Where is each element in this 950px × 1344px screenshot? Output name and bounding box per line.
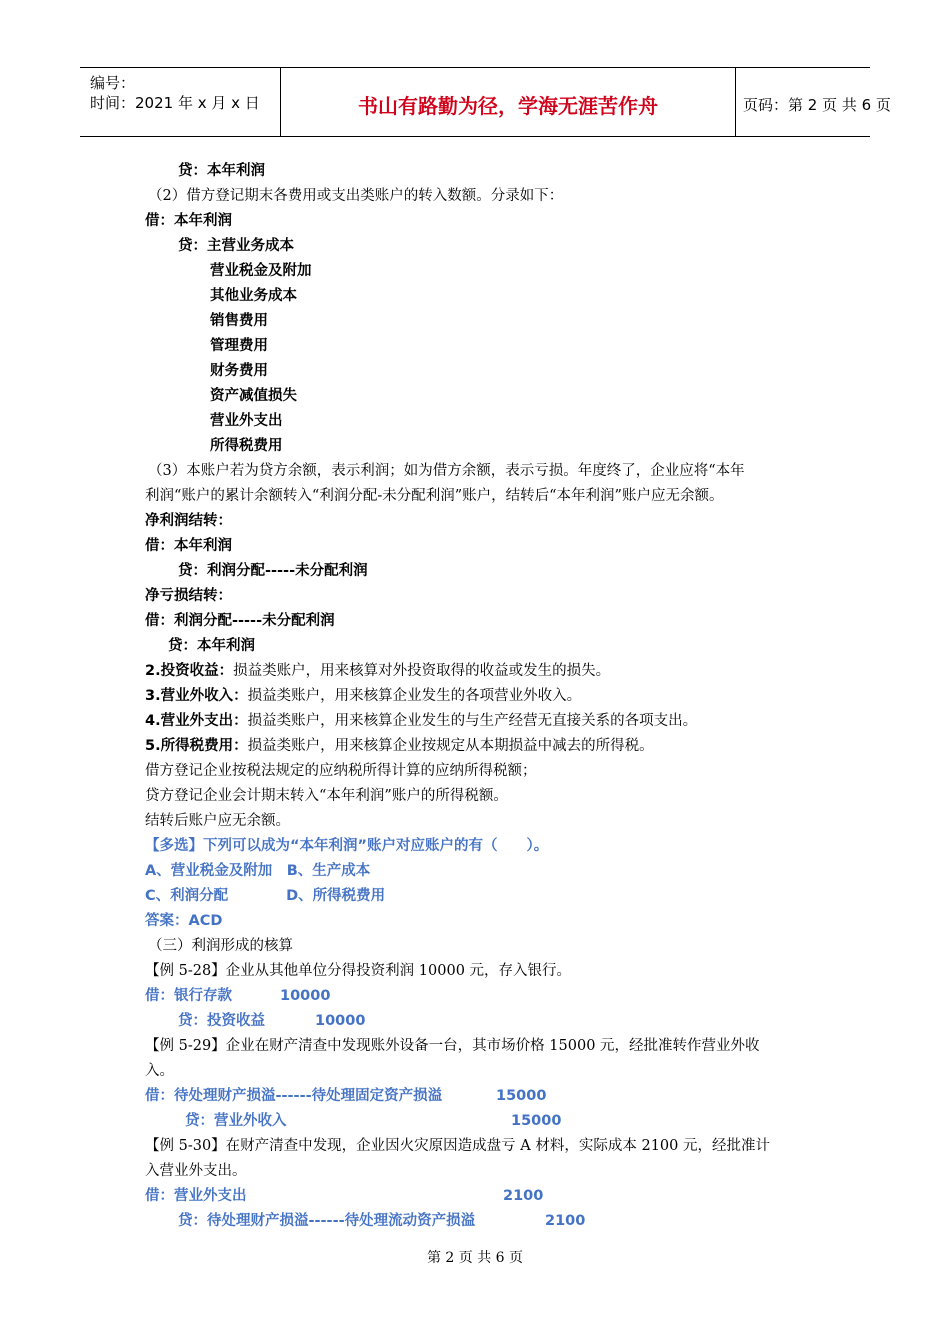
example-text: 入。 xyxy=(145,1063,174,1079)
text-line: 财务费用 xyxy=(210,363,268,379)
header-meta xyxy=(80,68,280,136)
journal-entry xyxy=(178,1011,366,1031)
example-text: 【例 5-30】在财产清查中发现，企业因火灾原因造成盘亏 A 材料，实际成本 2100 元，经批准计 xyxy=(145,1138,770,1154)
example-text: 【例 5-29】企业在财产清查中发现账外设备一台，其市场价格 15000 元，经批准转作营业外收 xyxy=(145,1038,760,1054)
entry-amount: 15000 xyxy=(511,1113,562,1129)
text-line: 净亏损结转： xyxy=(145,588,232,604)
text-line: 营业外支出 xyxy=(210,413,283,429)
term-label: 5.所得税费用： xyxy=(145,738,248,754)
text-line: 资产减值损失 xyxy=(210,388,297,404)
entry-amount: 15000 xyxy=(496,1088,547,1104)
entry-amount: 10000 xyxy=(315,1013,366,1029)
text-line: （三）利润形成的核算 xyxy=(148,938,293,954)
text-line: 营业税金及附加 xyxy=(210,263,312,279)
text-line: 净利润结转： xyxy=(145,513,232,529)
answer-text: 答案：ACD xyxy=(145,913,223,929)
text-line: 其他业务成本 xyxy=(210,288,297,304)
entry-account: 借：银行存款 xyxy=(145,988,232,1004)
journal-entry xyxy=(185,1111,562,1131)
entry-account: 贷：待处理财产损溢------待处理流动资产损溢 xyxy=(178,1213,476,1229)
example-text: 入营业外支出。 xyxy=(145,1163,247,1179)
entry-account: 借：待处理财产损溢------待处理固定资产损溢 xyxy=(145,1088,443,1104)
text-line: （3）本账户若为贷方余额，表示利润；如为借方余额，表示亏损。年度终了，企业应将“本年 xyxy=(148,463,745,479)
text-line: 借：本年利润 xyxy=(145,538,232,554)
entry-account: 贷：投资收益 xyxy=(178,1013,265,1029)
journal-entry xyxy=(145,1186,544,1206)
page-header xyxy=(80,67,891,137)
text-line: 结转后账户应无余额。 xyxy=(145,813,290,829)
entry-account: 贷：营业外收入 xyxy=(185,1113,287,1129)
text-line: 借方登记企业按税法规定的应纳税所得计算的应纳所得税额； xyxy=(145,763,537,779)
text-line xyxy=(145,711,697,731)
term-label: 2.投资收益： xyxy=(145,663,234,679)
time-label: 时间：2021 年 x 月 x 日 xyxy=(90,94,260,112)
text-line: 所得税费用 xyxy=(210,438,283,454)
journal-entry xyxy=(178,1211,586,1231)
page-footer: 第 2 页 共 6 页 xyxy=(426,1250,524,1266)
term-desc: 损益类账户，用来核算企业发生的各项营业外收入。 xyxy=(247,688,582,704)
term-label: 3.营业外收入： xyxy=(145,688,248,704)
journal-entry xyxy=(145,1086,547,1106)
text-line: 销售费用 xyxy=(210,313,268,329)
text-line: 借：利润分配-----未分配利润 xyxy=(145,613,335,629)
term-desc: 损益类账户，用来核算企业发生的与生产经营无直接关系的各项支出。 xyxy=(247,713,698,729)
text-line: 借：本年利润 xyxy=(145,213,232,229)
question-options: A、营业税金及附加 B、生产成本 xyxy=(145,863,371,879)
text-line: 管理费用 xyxy=(210,338,268,354)
text-line: 贷：本年利润 xyxy=(168,638,255,654)
text-line xyxy=(145,736,654,756)
text-line: （2）借方登记期末各费用或支出类账户的转入数额。分录如下： xyxy=(148,188,564,204)
header-page-cell xyxy=(735,68,891,136)
text-line xyxy=(145,661,610,681)
entry-amount: 2100 xyxy=(503,1188,544,1204)
text-line: 贷：主营业务成本 xyxy=(178,238,294,254)
question-options: C、利润分配 D、所得税费用 xyxy=(145,888,386,904)
journal-entry xyxy=(145,986,331,1006)
text-line: 贷：利润分配-----未分配利润 xyxy=(178,563,368,579)
question-text: 【多选】下列可以成为“本年利润”账户对应账户的有（ ）。 xyxy=(145,838,549,854)
text-line xyxy=(145,686,581,706)
term-label: 4.营业外支出： xyxy=(145,713,248,729)
entry-amount: 10000 xyxy=(280,988,331,1004)
entry-account: 借：营业外支出 xyxy=(145,1188,247,1204)
code-label: 编号： xyxy=(90,74,136,92)
term-desc: 损益类账户，用来核算对外投资取得的收益或发生的损失。 xyxy=(233,663,611,679)
page-info: 页码：第 2 页 共 6 页 xyxy=(743,96,891,114)
motto: 书山有路勤为径，学海无涯苦作舟 xyxy=(358,94,658,118)
text-line: 贷方登记企业会计期末转入“本年利润”账户的所得税额。 xyxy=(145,788,508,804)
term-desc: 损益类账户，用来核算企业按规定从本期损益中减去的所得税。 xyxy=(247,738,654,754)
example-text: 【例 5-28】企业从其他单位分得投资利润 10000 元，存入银行。 xyxy=(145,963,572,979)
text-line: 利润“账户的累计余额转入“利润分配-未分配利润”账户，结转后“本年利润”账户应无余额。 xyxy=(145,488,724,504)
text-line: 贷：本年利润 xyxy=(178,163,265,179)
entry-amount: 2100 xyxy=(545,1213,586,1229)
header-motto-cell xyxy=(280,68,736,136)
